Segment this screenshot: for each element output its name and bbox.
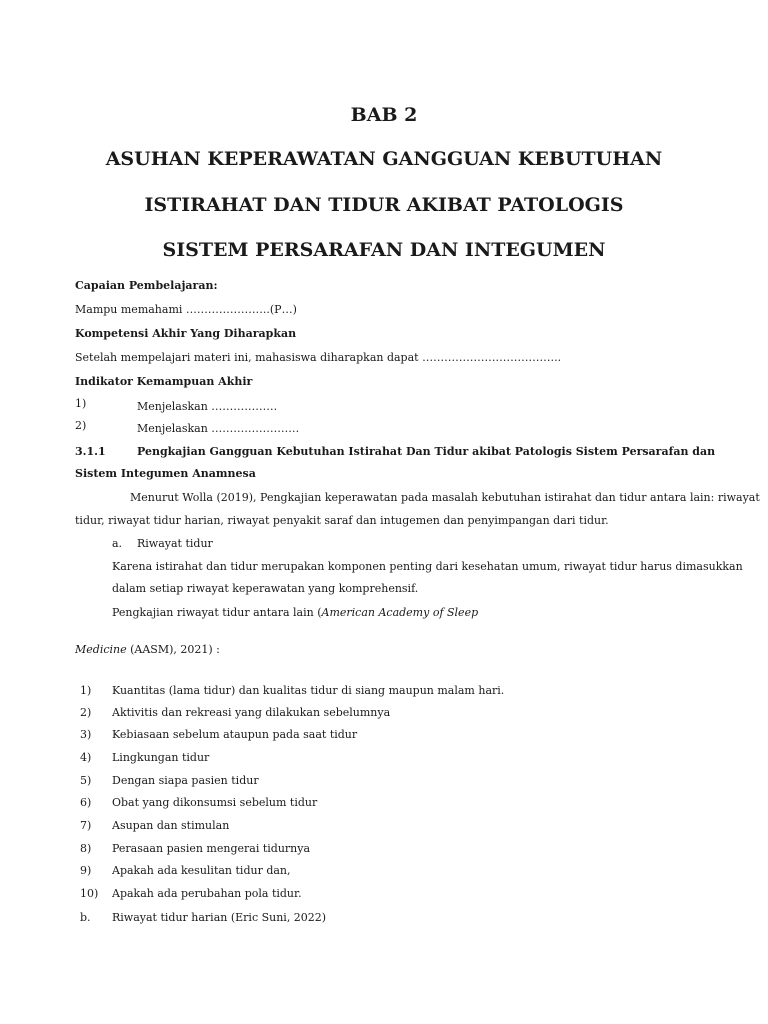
sub-a-para-line-2: dalam setiap riwayat keperawatan yang komprehensif.: [112, 582, 419, 595]
indikator-heading: Indikator Kemampuan Akhir: [75, 375, 253, 388]
kompetensi-text: Setelah mempelajari materi ini, mahasiswa diharapkan dapat ………………………………..: [75, 351, 562, 364]
list-num-9: 9): [80, 864, 92, 877]
list-item-10: Apakah ada perubahan pola tidur.: [112, 887, 302, 900]
list-item-8: Perasaan pasien mengerai tidurnya: [112, 842, 311, 855]
intro-line-2: tidur, riwayat tidur harian, riwayat penyakit saraf dan intugemen dan penyimpangan dari tidur.: [75, 514, 609, 527]
list-num-7: 7): [80, 819, 92, 832]
sub-a-para-line-1: Karena istirahat dan tidur merupakan komponen penting dari kesehatan umum, riwayat tidur harus dimasukkan: [112, 560, 743, 573]
intro-line-1: Menurut Wolla (2019), Pengkajian keperawatan pada masalah kebutuhan istirahat dan tidur antara lain: riwayat: [130, 491, 760, 504]
indikator-num-2: 2): [75, 419, 87, 432]
list-num-8: 8): [80, 842, 92, 855]
section-number: 3.1.1: [75, 445, 106, 458]
list-num-10: 10): [80, 887, 99, 900]
section-heading-line-1: Pengkajian Gangguan Kebutuhan Istirahat Dan Tidur akibat Patologis Sistem Persarafan dan: [137, 445, 716, 458]
list-item-9: Apakah ada kesulitan tidur dan,: [112, 864, 291, 877]
list-item-3: Kebiasaan sebelum ataupun pada saat tidur: [112, 728, 358, 741]
sub-a-ref-line-2: [75, 643, 220, 656]
ref2-italic: Medicine: [75, 643, 127, 656]
indikator-text-1: Menjelaskan ………………: [137, 400, 278, 413]
ref2-text: (AASM), 2021) :: [126, 643, 220, 656]
list-num-3: 3): [80, 728, 92, 741]
indikator-num-1: 1): [75, 397, 87, 410]
title-line-1: ASUHAN KEPERAWATAN GANGGUAN KEBUTUHAN: [105, 148, 663, 170]
list-item-7: Asupan dan stimulan: [112, 819, 230, 832]
list-num-2: 2): [80, 706, 92, 719]
list-item-5: Dengan siapa pasien tidur: [112, 774, 259, 787]
title-line-2: ISTIRAHAT DAN TIDUR AKIBAT PATOLOGIS: [144, 194, 624, 216]
capaian-heading: Capaian Pembelajaran:: [75, 279, 218, 292]
list-item-2: Aktivitis dan rekreasi yang dilakukan sebelumnya: [112, 706, 391, 719]
kompetensi-heading: Kompetensi Akhir Yang Diharapkan: [75, 327, 297, 340]
sub-a-ref-line: [112, 606, 478, 619]
list-item-1: Kuantitas (lama tidur) dan kualitas tidur di siang maupun malam hari.: [112, 684, 505, 697]
chapter-heading: BAB 2: [350, 104, 418, 126]
list-num-4: 4): [80, 751, 92, 764]
list-item-4: Lingkungan tidur: [112, 751, 210, 764]
list-num-1: 1): [80, 684, 92, 697]
list-num-6: 6): [80, 796, 92, 809]
sub-b-title: Riwayat tidur harian (Eric Suni, 2022): [112, 911, 327, 924]
capaian-text: Mampu memahami …………………..(P…): [75, 303, 297, 316]
title-line-3: SISTEM PERSARAFAN DAN INTEGUMEN: [162, 239, 606, 261]
section-heading-line-2: Sistem Integumen Anamnesa: [75, 467, 256, 480]
sub-b-letter: b.: [80, 911, 91, 924]
indikator-text-2: Menjelaskan ……………………: [137, 422, 300, 435]
sub-a-letter: a.: [112, 537, 123, 550]
ref-italic: American Academy of Sleep: [321, 606, 479, 619]
list-num-5: 5): [80, 774, 92, 787]
list-item-6: Obat yang dikonsumsi sebelum tidur: [112, 796, 318, 809]
ref-text: Pengkajian riwayat tidur antara lain (: [112, 606, 322, 619]
sub-a-title: Riwayat tidur: [137, 537, 213, 550]
